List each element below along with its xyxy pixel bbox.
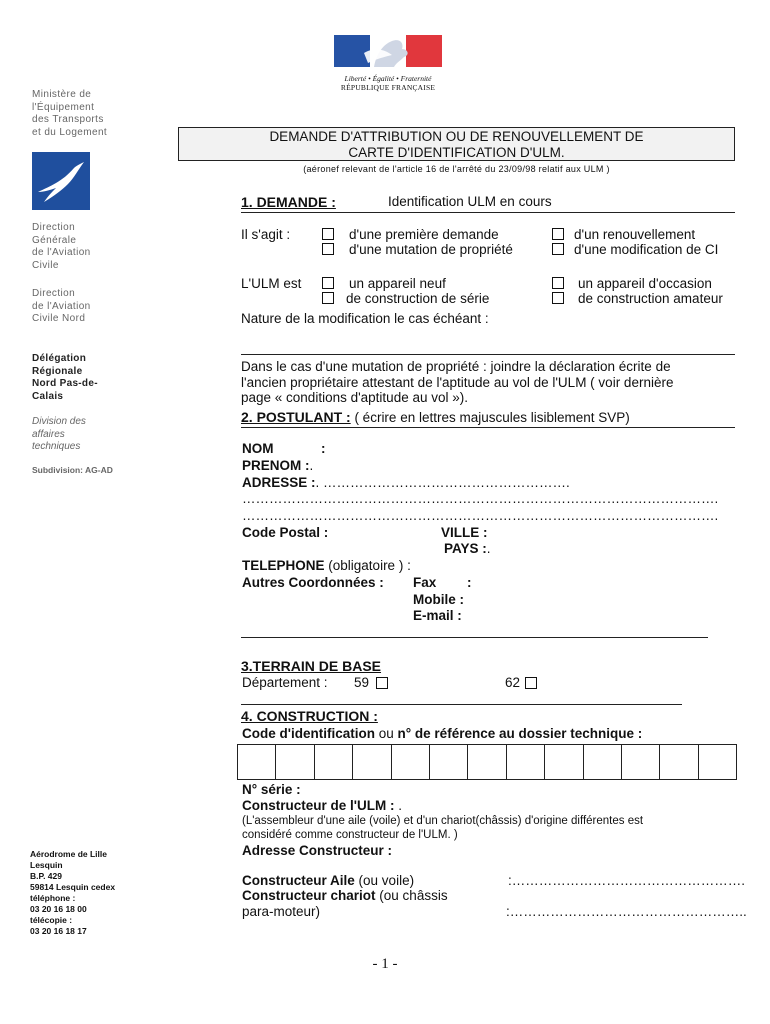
nom-label: NOM (242, 441, 274, 456)
code-identification-grid (237, 744, 737, 780)
adresse-constructeur-label: Adresse Constructeur : (242, 843, 393, 858)
constructeur-field[interactable]: . (398, 798, 402, 813)
identification-status: Identification ULM en cours (388, 194, 552, 209)
code-cell[interactable] (392, 745, 430, 779)
code-cell[interactable] (276, 745, 314, 779)
form-title-box (178, 127, 735, 161)
dep62-checkbox[interactable] (525, 677, 537, 689)
subdivision: Subdivision: AG-AD (32, 465, 113, 475)
code-cell[interactable] (430, 745, 468, 779)
dgac-logo (32, 152, 90, 210)
adresse-row (242, 475, 570, 490)
ci-modification-label: d'une modification de CI (574, 242, 719, 257)
form-title-line1: DEMANDE D'ATTRIBUTION OU DE RENOUVELLEMENT DE (269, 129, 644, 144)
constructeur-aile-label: Constructeur Aile (242, 873, 355, 888)
dep62-label: 62 (505, 675, 521, 690)
nom-colon: : (321, 441, 326, 456)
ministry-name: Ministère de l'Équipement des Transports et du Logement (32, 89, 108, 138)
il-sagit-label: Il s'agit : (241, 227, 291, 242)
telephone-note: (obligatoire ) : (328, 558, 411, 573)
marianne-icon (334, 35, 442, 67)
section2-heading: 2. POSTULANT : (241, 409, 351, 425)
divider (241, 212, 735, 213)
code-cell[interactable] (507, 745, 545, 779)
code-identification-row (242, 726, 642, 741)
code-cell[interactable] (660, 745, 698, 779)
code-cell[interactable] (315, 745, 353, 779)
series-construction-checkbox[interactable] (322, 292, 334, 304)
code-cell[interactable] (699, 745, 736, 779)
renewal-checkbox[interactable] (552, 228, 564, 240)
section1-heading: 1. DEMANDE : (241, 194, 336, 210)
renewal-label: d'un renouvellement (574, 227, 696, 242)
first-request-label: d'une première demande (349, 227, 499, 242)
divider (241, 427, 735, 428)
constructeur-chariot-row (242, 888, 448, 903)
ville-label: VILLE : (441, 525, 488, 540)
code-cell[interactable] (584, 745, 622, 779)
prenom-label: PRENOM : (242, 458, 310, 473)
section2-heading-row (241, 409, 630, 425)
pays-label: PAYS : (444, 541, 487, 556)
constructeur-aile-field[interactable]: :……………………………………………. (508, 873, 746, 888)
ulm-est-label: L'ULM est (241, 276, 302, 291)
section4-heading: 4. CONSTRUCTION : (241, 708, 378, 724)
constructeur-label: Constructeur de l'ULM : (242, 798, 395, 813)
ownership-change-label: d'une mutation de propriété (349, 242, 513, 257)
prenom-row (242, 458, 313, 473)
code-cell[interactable] (238, 745, 276, 779)
division-name: Division des affaires techniques (32, 416, 86, 452)
dgac-name: Direction Générale de l'Aviation Civile (32, 222, 91, 271)
constructeur-row (242, 798, 402, 813)
departement-label: Département : (242, 675, 328, 690)
adresse-line-3[interactable]: ……………………………………………………………………………………………. (242, 508, 719, 523)
mutation-note: Dans le cas d'une mutation de propriété : joindre la déclaration écrite de l'ancien propriétaire attestant de l'aptitude au vol de l'ULM ( voir dernière page « conditions d'aptitude au vol »). (241, 359, 674, 405)
amateur-construction-label: de construction amateur (578, 291, 723, 306)
mobile-label: Mobile : (413, 592, 464, 607)
new-aircraft-checkbox[interactable] (322, 277, 334, 289)
adresse-field[interactable]: . ………………………………………………. (315, 475, 570, 490)
constructeur-note: (L'assembleur d'une aile (voile) et d'un chariot(châssis) d'origine différentes est considéré comme constructeur de l'ULM. ) (242, 815, 644, 841)
prenom-field[interactable]: . (309, 458, 314, 473)
used-aircraft-label: un appareil d'occasion (578, 276, 712, 291)
page-number: - 1 - (372, 956, 398, 972)
divider (241, 637, 708, 638)
swallow-icon (32, 152, 90, 210)
telephone-row (242, 558, 411, 573)
republique-francaise-logo (334, 35, 442, 97)
dossier-reference-label: n° de référence au dossier technique : (397, 726, 643, 741)
amateur-construction-checkbox[interactable] (552, 292, 564, 304)
code-cell[interactable] (622, 745, 660, 779)
paramoteur-label: para-moteur) (242, 904, 321, 919)
republique-label: RÉPUBLIQUE FRANÇAISE (340, 83, 436, 92)
code-identification-label: Code d'identification (242, 726, 375, 741)
fax-label: Fax (413, 575, 437, 590)
telephone-label: TELEPHONE (242, 558, 325, 573)
form-subtitle: (aéronef relevant de l'article 16 de l'arrêté du 23/09/98 relatif aux ULM ) (303, 164, 610, 174)
new-aircraft-label: un appareil neuf (349, 276, 446, 291)
used-aircraft-checkbox[interactable] (552, 277, 564, 289)
form-title-line2: CARTE D'IDENTIFICATION D'ULM. (348, 145, 565, 160)
code-ou: ou (378, 726, 394, 741)
address-block: Aérodrome de Lille Lesquin B.P. 429 59814 Lesquin cedex téléphone : 03 20 16 18 00 télécopie : 03 20 16 18 17 (30, 849, 116, 936)
constructeur-chariot-label: Constructeur chariot (242, 888, 376, 903)
delegation-name: Délégation Régionale Nord Pas-de- Calais (32, 353, 98, 402)
serie-label: N° série : (242, 782, 301, 797)
autres-coordonnees-label: Autres Coordonnées : (242, 575, 384, 590)
dep59-checkbox[interactable] (376, 677, 388, 689)
pays-row (444, 541, 491, 556)
modification-nature-label: Nature de la modification le cas échéant : (241, 311, 489, 326)
section3-heading: 3.TERRAIN DE BASE (241, 658, 382, 674)
fax-colon: : (467, 575, 472, 590)
series-construction-label: de construction de série (346, 291, 490, 306)
dac-nord-name: Direction de l'Aviation Civile Nord (32, 288, 91, 324)
dep59-label: 59 (354, 675, 370, 690)
code-postal-label: Code Postal : (242, 525, 329, 540)
code-cell[interactable] (353, 745, 391, 779)
adresse-line-2[interactable]: ……………………………………………………………………………………………. (242, 491, 719, 506)
code-cell[interactable] (468, 745, 506, 779)
constructeur-aile-row (242, 873, 414, 888)
first-request-checkbox[interactable] (322, 228, 334, 240)
modification-nature-field[interactable] (241, 354, 735, 355)
constructeur-aile-note: (ou voile) (358, 873, 415, 888)
ownership-change-checkbox[interactable] (322, 243, 334, 255)
motto: Liberté • Égalité • Fraternité (344, 74, 432, 83)
ci-modification-checkbox[interactable] (552, 243, 564, 255)
divider (241, 704, 682, 705)
email-label: E-mail : (413, 608, 462, 623)
adresse-label: ADRESSE : (242, 475, 316, 490)
pays-field[interactable]: . (486, 541, 491, 556)
constructeur-chariot-field[interactable]: :…………………………………………….. (506, 904, 747, 919)
section2-instruction: ( écrire en lettres majuscules lisiblement SVP) (354, 410, 630, 425)
code-cell[interactable] (545, 745, 583, 779)
constructeur-chariot-note: (ou châssis (379, 888, 448, 903)
